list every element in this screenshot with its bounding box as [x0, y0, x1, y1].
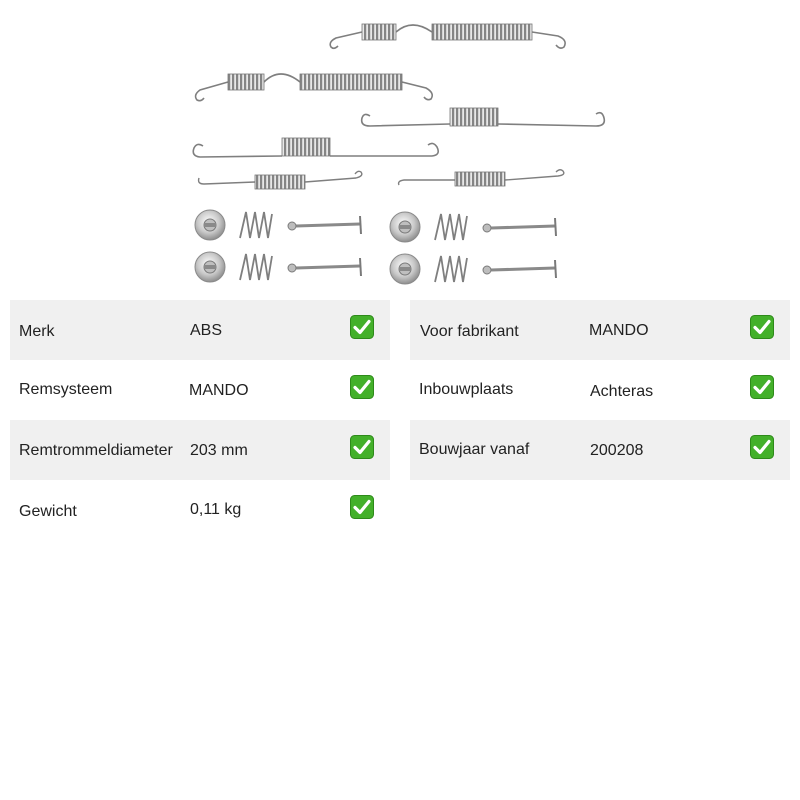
long-tension-spring-icon: [362, 108, 605, 126]
spec-table-right: [410, 300, 790, 480]
check-icon: [750, 435, 774, 459]
long-tension-spring-icon: [330, 24, 565, 48]
short-tension-spring-icon: [199, 171, 362, 189]
spec-label: Merk: [19, 323, 55, 340]
check-icon: [350, 375, 374, 399]
product-image: [0, 0, 800, 300]
spec-row-remtrommeldiameter: [10, 420, 390, 480]
hold-down-cup-icon: [195, 210, 225, 240]
long-tension-spring-icon: [196, 74, 433, 101]
spec-row-remsysteem: [10, 360, 390, 420]
spec-row-merk: [10, 300, 390, 360]
spec-label: Gewicht: [19, 503, 77, 520]
check-icon: [750, 315, 774, 339]
spec-value: 0,11 kg: [190, 501, 242, 518]
spec-label: Bouwjaar vanaf: [419, 441, 530, 458]
spec-value: MANDO: [189, 382, 249, 399]
spec-row-gewicht: [10, 480, 390, 540]
spec-row-inbouwplaats: [410, 360, 790, 420]
check-icon: [350, 495, 374, 519]
spec-value: ABS: [190, 322, 223, 339]
spec-table-left: [10, 300, 390, 540]
spec-value: 203 mm: [190, 442, 248, 459]
spec-value: MANDO: [589, 322, 649, 339]
spec-label: Remsysteem: [19, 381, 113, 398]
hold-down-spring-icon: [240, 212, 272, 238]
short-tension-spring-icon: [399, 170, 564, 186]
spec-value: 200208: [590, 442, 644, 459]
spec-label: Remtrommeldiameter: [19, 442, 173, 459]
check-icon: [350, 315, 374, 339]
spec-label: Inbouwplaats: [419, 381, 514, 398]
spec-label: Voor fabrikant: [420, 323, 519, 340]
long-tension-spring-icon: [193, 138, 438, 157]
hold-down-pin-icon: [288, 216, 361, 234]
check-icon: [350, 435, 374, 459]
spec-value: Achteras: [590, 383, 654, 400]
spec-row-bouwjaar-vanaf: [410, 420, 790, 480]
spec-row-voor-fabrikant: [410, 300, 790, 360]
check-icon: [750, 375, 774, 399]
